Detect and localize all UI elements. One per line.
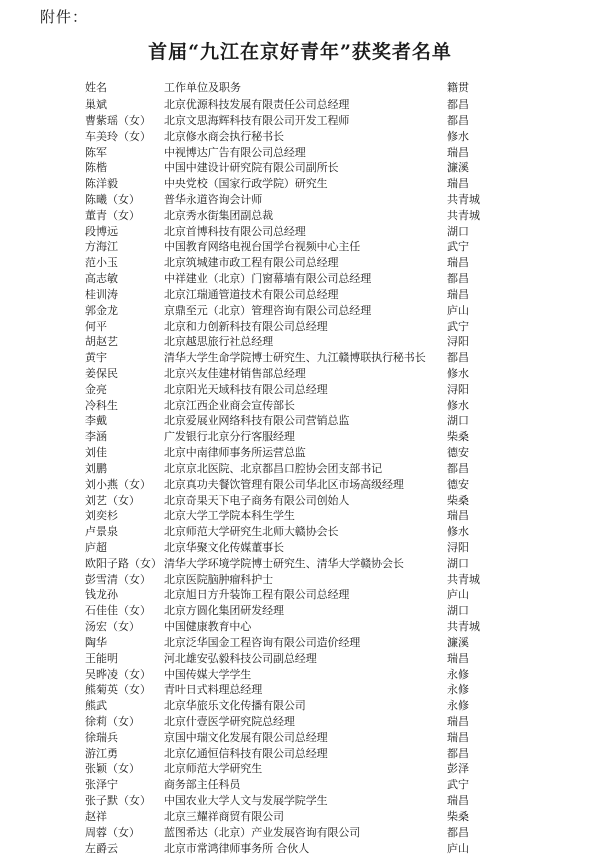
- winner-hometown: 都昌: [447, 351, 469, 365]
- winner-name: 李涵: [85, 430, 107, 444]
- table-row: [0, 587, 600, 603]
- winner-org: 中国健康教育中心: [164, 620, 252, 634]
- winner-hometown: 庐山: [447, 303, 469, 317]
- winner-hometown: 濂溪: [447, 161, 469, 175]
- winner-hometown: 瑞昌: [447, 145, 469, 159]
- winner-name: 郭金龙: [85, 303, 118, 317]
- winner-name: 方海江: [85, 240, 118, 254]
- table-row: [0, 777, 600, 793]
- winner-name: 黄宇: [85, 351, 107, 365]
- winner-name: 卢景泉: [85, 525, 118, 539]
- winner-name: 冷科生: [85, 398, 118, 412]
- winner-hometown: 瑞昌: [447, 715, 469, 728]
- table-row: [0, 224, 600, 240]
- winner-org: 北京修水商会执行秘书长: [164, 129, 284, 143]
- winner-org: 中国教育网络电视台国学台视频中心主任: [164, 240, 361, 254]
- winner-org: 北京什壹医学研究院总经理: [164, 715, 295, 728]
- winner-hometown: 共青城: [447, 208, 480, 222]
- winner-hometown: 彭泽: [447, 762, 469, 776]
- winner-name: 陈楷: [85, 161, 107, 175]
- winner-org: 中国中建设计研究院有限公司副所长: [164, 161, 339, 175]
- winner-hometown: 武宁: [447, 778, 469, 792]
- winner-name: 周蓉（女）: [85, 825, 140, 839]
- winner-org: 北京真功夫餐饮管理有限公司华北区市场高级经理: [164, 477, 404, 491]
- winner-hometown: 浔阳: [447, 541, 469, 554]
- winner-org: 北京旭日方升装饰工程有限公司总经理: [164, 588, 350, 602]
- table-row: [0, 761, 600, 777]
- winner-org: 北京江瑞通管道技术有限公司总经理: [164, 287, 339, 301]
- header-hometown: 籍贯: [447, 81, 469, 94]
- winner-hometown: 永修: [447, 683, 469, 697]
- winner-hometown: 柴桑: [447, 809, 469, 823]
- winner-org: 中央党校（国家行政学院）研究生: [164, 177, 328, 191]
- table-row: [0, 793, 600, 809]
- winner-name: 刘佳: [85, 446, 107, 459]
- winner-org: 北京爱展业网络科技有限公司营销总监: [164, 414, 350, 428]
- winner-name: 刘艺（女）: [85, 493, 140, 507]
- winner-org: 清华大学生命学院博士研究生、九江赣博联执行秘书长: [164, 351, 426, 365]
- winner-hometown: 都昌: [447, 98, 469, 111]
- table-row: [0, 366, 600, 382]
- winner-name: 刘鹏: [85, 461, 107, 475]
- table-row: [0, 746, 600, 762]
- table-row: [0, 271, 600, 287]
- winner-hometown: 修水: [447, 366, 469, 380]
- winner-name: 何平: [85, 319, 107, 333]
- winner-org: 北京方圆化集团研发经理: [164, 604, 284, 618]
- winner-hometown: 武宁: [447, 240, 469, 254]
- page-title: 首届“九江在京好青年”获奖者名单: [148, 41, 452, 63]
- winner-org: 广发银行北京分行客服经理: [164, 430, 295, 444]
- winner-hometown: 都昌: [447, 272, 469, 285]
- winner-org: 北京大学工学院本科生学生: [164, 509, 295, 523]
- winner-hometown: 瑞昌: [447, 730, 469, 744]
- table-row: [0, 730, 600, 746]
- table-row: [0, 334, 600, 350]
- winner-hometown: 濂溪: [447, 635, 469, 649]
- winner-name: 王能明: [85, 651, 118, 665]
- winner-name: 熊武: [85, 699, 107, 713]
- table-row: [0, 97, 600, 113]
- table-row: [0, 540, 600, 556]
- table-row: [0, 382, 600, 398]
- table-row: [0, 698, 600, 714]
- table-row: [0, 841, 600, 857]
- table-row: [0, 239, 600, 255]
- winner-org: 北京兴友佳建材销售部总经理: [164, 366, 306, 380]
- table-row: [0, 192, 600, 208]
- table-row: [0, 113, 600, 129]
- winner-org: 中国农业大学人文与发展学院学生: [164, 794, 328, 808]
- table-row: [0, 825, 600, 841]
- winner-org: 北京阳光天域科技有限公司总经理: [164, 382, 328, 396]
- table-row: [0, 255, 600, 271]
- winner-hometown: 湖口: [447, 556, 469, 570]
- winner-hometown: 庐山: [447, 588, 469, 602]
- winner-name: 姜保民: [85, 366, 118, 380]
- winner-name: 石佳佳（女）: [85, 604, 151, 618]
- header-name: 姓名: [85, 81, 107, 94]
- winner-org: 北京文思海辉科技有限公司开发工程师: [164, 113, 350, 127]
- winner-name: 欧阳子路（女）: [85, 556, 162, 570]
- winner-org: 蓝图希达（北京）产业发展咨询有限公司: [164, 825, 361, 839]
- winner-hometown: 瑞昌: [447, 256, 469, 270]
- winner-org: 北京奇果天下电子商务有限公司创始人: [164, 493, 350, 507]
- table-row: [0, 398, 600, 414]
- winner-org: 北京华聚文化传媒董事长: [164, 541, 284, 554]
- winner-name: 胡赵艺: [85, 335, 118, 349]
- winner-hometown: 共青城: [447, 620, 480, 634]
- winner-hometown: 瑞昌: [447, 509, 469, 523]
- winner-hometown: 浔阳: [447, 335, 469, 349]
- winner-name: 董青（女）: [85, 208, 140, 222]
- table-row: [0, 508, 600, 524]
- winner-org: 中祥建业（北京）门窗幕墙有限公司总经理: [164, 272, 372, 285]
- winner-name: 陈军: [85, 145, 107, 159]
- winner-name: 陈洋毅: [85, 177, 118, 191]
- table-row: [0, 572, 600, 588]
- winner-org: 北京首博科技有限公司总经理: [164, 224, 306, 238]
- table-row: [0, 319, 600, 335]
- table-row: [0, 129, 600, 145]
- winner-name: 游江勇: [85, 746, 118, 760]
- winner-org: 河北雄安弘毅科技公司副总经理: [164, 651, 317, 665]
- winner-org: 北京优源科技发展有限责任公司总经理: [164, 98, 350, 111]
- table-row: [0, 208, 600, 224]
- winner-hometown: 都昌: [447, 113, 469, 127]
- winner-hometown: 柴桑: [447, 430, 469, 444]
- winner-name: 李戴: [85, 414, 107, 428]
- winner-org: 普华永道咨询会计师: [164, 192, 263, 206]
- winner-org: 北京亿通恒信科技有限公司总经理: [164, 746, 328, 760]
- winner-org: 北京京北医院、北京都昌口腔协会团支部书记: [164, 461, 382, 475]
- winner-hometown: 德安: [447, 477, 469, 491]
- table-row: [0, 651, 600, 667]
- attachment-label: 附件：: [40, 8, 89, 26]
- table-row: [0, 461, 600, 477]
- winner-hometown: 共青城: [447, 192, 480, 206]
- winner-name: 张颖（女）: [85, 762, 140, 776]
- table-row: [0, 682, 600, 698]
- winner-org: 北京和力创新科技有限公司总经理: [164, 319, 328, 333]
- winner-name: 熊菊英（女）: [85, 683, 151, 697]
- winner-hometown: 修水: [447, 129, 469, 143]
- table-row: [0, 176, 600, 192]
- table-row: [0, 635, 600, 651]
- winner-name: 彭雪清（女）: [85, 572, 151, 586]
- winner-org: 京鼎至元（北京）管理咨询有限公司总经理: [164, 303, 372, 317]
- winner-org: 中国传媒大学学生: [164, 667, 252, 681]
- table-row: [0, 350, 600, 366]
- winner-name: 赵祥: [85, 809, 107, 823]
- winner-hometown: 湖口: [447, 414, 469, 428]
- winner-name: 高志敏: [85, 272, 118, 285]
- winner-org: 京国中瑞文化发展有限公司总经理: [164, 730, 328, 744]
- table-row: [0, 667, 600, 683]
- winner-name: 庐超: [85, 541, 107, 554]
- winner-hometown: 庐山: [447, 841, 469, 855]
- winner-name: 段博远: [85, 224, 118, 238]
- table-row: [0, 145, 600, 161]
- table-row: [0, 809, 600, 825]
- winner-name: 金亮: [85, 382, 107, 396]
- winner-hometown: 柴桑: [447, 493, 469, 507]
- table-row: [0, 524, 600, 540]
- winner-org: 北京秀水街集团副总裁: [164, 208, 273, 222]
- winner-name: 桂训涛: [85, 287, 118, 301]
- winner-org: 中视博达广告有限公司总经理: [164, 145, 306, 159]
- table-row: [0, 477, 600, 493]
- table-header: [0, 80, 600, 96]
- table-row: [0, 714, 600, 730]
- winner-org: 北京华旅乐文化传播有限公司: [164, 699, 306, 713]
- winner-org: 北京江西企业商会宣传部长: [164, 398, 295, 412]
- table-row: [0, 287, 600, 303]
- winner-name: 车美玲（女）: [85, 129, 151, 143]
- winner-name: 汤宏（女）: [85, 620, 140, 634]
- winner-name: 陈曦（女）: [85, 192, 140, 206]
- table-row: [0, 603, 600, 619]
- table-row: [0, 619, 600, 635]
- winner-name: 陶华: [85, 635, 107, 649]
- winner-name: 钱龙孙: [85, 588, 118, 602]
- winner-org: 商务部主任科员: [164, 778, 241, 792]
- winner-name: 刘小燕（女）: [85, 477, 151, 491]
- winner-org: 北京师范大学研究生: [164, 762, 263, 776]
- winner-hometown: 修水: [447, 525, 469, 539]
- winner-hometown: 瑞昌: [447, 794, 469, 808]
- winner-org: 北京医院脑肿瘤科护士: [164, 572, 273, 586]
- table-row: [0, 556, 600, 572]
- winner-org: 北京师范大学研究生北师大赣协会长: [164, 525, 339, 539]
- winner-hometown: 瑞昌: [447, 287, 469, 301]
- winner-org: 北京市常鸿律师事务所 合伙人: [164, 841, 310, 855]
- winner-name: 张子默（女）: [85, 794, 151, 808]
- winner-hometown: 瑞昌: [447, 177, 469, 191]
- winner-org: 北京三耀祥商贸有限公司: [164, 809, 284, 823]
- table-row: [0, 493, 600, 509]
- winner-name: 张泽宁: [85, 778, 118, 792]
- table-row: [0, 429, 600, 445]
- winner-hometown: 修水: [447, 398, 469, 412]
- winner-name: 巢斌: [85, 98, 107, 111]
- winner-name: 曹紫瑶（女）: [85, 113, 151, 127]
- winner-name: 徐莉（女）: [85, 715, 140, 728]
- winner-hometown: 湖口: [447, 224, 469, 238]
- winner-hometown: 永修: [447, 699, 469, 713]
- winner-name: 范小玉: [85, 256, 118, 270]
- winner-org: 北京越思旅行社总经理: [164, 335, 273, 349]
- winner-name: 徐瑞兵: [85, 730, 118, 744]
- winner-hometown: 浔阳: [447, 382, 469, 396]
- winner-name: 刘奕杉: [85, 509, 118, 523]
- winner-name: 左爵云: [85, 841, 118, 855]
- winner-org: 北京泛华国金工程咨询有限公司造价经理: [164, 635, 361, 649]
- winner-hometown: 都昌: [447, 461, 469, 475]
- table-row: [0, 303, 600, 319]
- winner-org: 北京中南律师事务所运营总监: [164, 446, 306, 459]
- winner-org: 青叶日式料理总经理: [164, 683, 263, 697]
- table-row: [0, 160, 600, 176]
- winner-hometown: 德安: [447, 446, 469, 459]
- header-org: 工作单位及职务: [164, 81, 241, 94]
- winner-org: 清华大学环境学院博士研究生、清华大学赣协会长: [164, 556, 404, 570]
- winner-hometown: 武宁: [447, 319, 469, 333]
- winner-hometown: 共青城: [447, 572, 480, 586]
- winner-hometown: 瑞昌: [447, 651, 469, 665]
- winner-org: 北京筑城建市政工程有限公司总经理: [164, 256, 339, 270]
- table-row: [0, 413, 600, 429]
- winner-hometown: 都昌: [447, 825, 469, 839]
- winner-hometown: 湖口: [447, 604, 469, 618]
- winner-name: 吴晔凌（女）: [85, 667, 151, 681]
- table-row: [0, 445, 600, 461]
- winner-hometown: 都昌: [447, 746, 469, 760]
- winner-hometown: 永修: [447, 667, 469, 681]
